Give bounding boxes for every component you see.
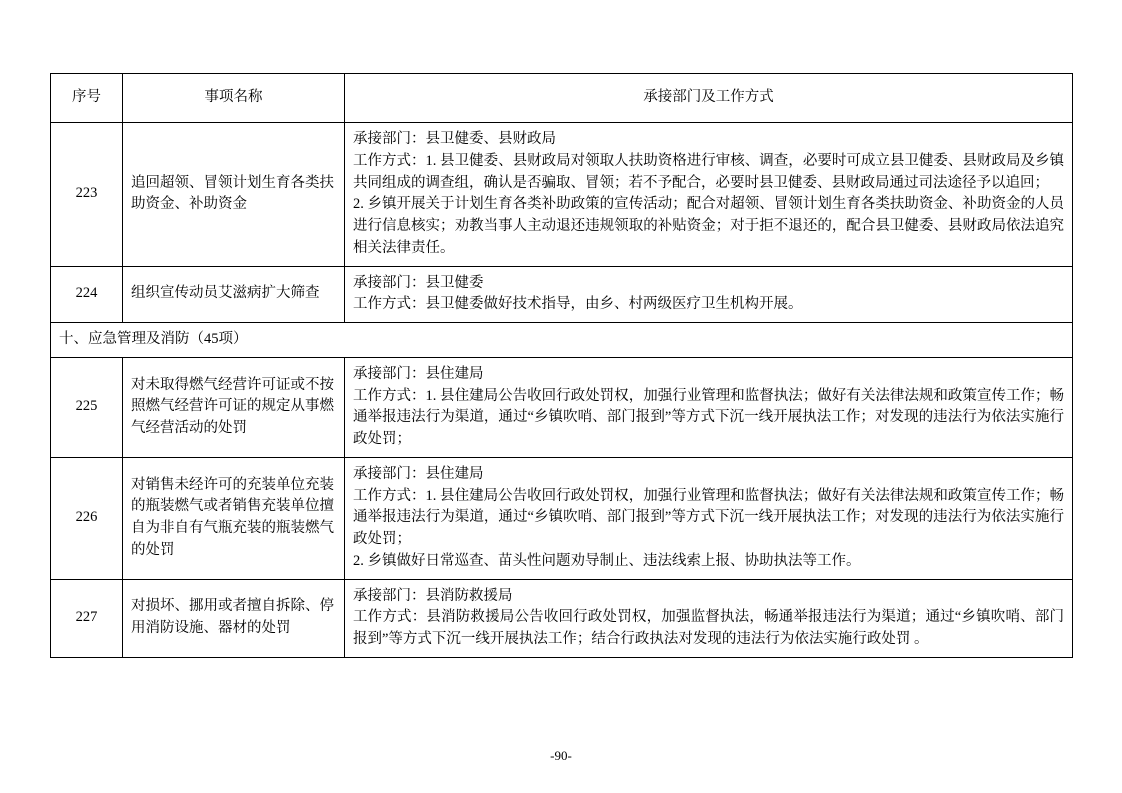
column-header-index: 序号 [51,74,123,123]
detail-line: 工作方式：1. 县卫健委、县财政局对领取人扶助资格进行审核、调查，必要时可成立县卫健委、县财政局及乡镇共同组成的调查组，确认是否骗取、冒领；若不予配合，必要时县卫健委、县财政局通过司法途径予以追回； [353,152,1064,191]
row-department-detail [345,579,1073,657]
detail-line: 承接部门：县住建局 [353,465,484,482]
row-index: 225 [51,357,123,457]
column-header-item-name: 事项名称 [123,74,345,123]
row-department-detail [345,357,1073,457]
detail-line: 2. 乡镇做好日常巡查、苗头性问题劝导制止、违法线索上报、协助执法等工作。 [353,552,861,569]
column-header-department: 承接部门及工作方式 [345,74,1073,123]
table-body [51,123,1073,658]
table-row [51,357,1073,457]
table-row [51,123,1073,267]
detail-line: 工作方式：县消防救援局公告收回行政处罚权，加强监督执法，畅通举报违法行为渠道；通过“乡镇吹哨、部门报到”等方式下沉一线开展执法工作；结合行政执法对发现的违法行为依法实施行政处罚 。 [353,609,1064,647]
table-row [51,579,1073,657]
row-item-name: 追回超领、冒领计划生育各类扶助资金、补助资金 [123,123,345,267]
row-department-detail [345,457,1073,579]
detail-line: 2. 乡镇开展关于计划生育各类补助政策的宣传活动；配合对超领、冒领计划生育各类扶助资金、补助资金的人员进行信息核实；劝教当事人主动退还违规领取的补贴资金；对于拒不退还的，配合县卫健委、县财政局依法追究相关法律责任。 [353,196,1064,256]
detail-line: 承接部门：县住建局 [353,365,484,382]
table-row [51,457,1073,579]
detail-line: 承接部门：县卫健委 [353,274,484,291]
table-section-row [51,323,1073,358]
row-index: 223 [51,123,123,267]
detail-line: 承接部门：县卫健委、县财政局 [353,131,556,147]
section-title: 十、应急管理及消防（45项） [51,323,1073,358]
page-number: -90- [550,748,572,763]
table-row [51,266,1073,323]
detail-line: 工作方式：1. 县住建局公告收回行政处罚权，加强行业管理和监督执法；做好有关法律法规和政策宣传工作；畅通举报违法行为渠道，通过“乡镇吹哨、部门报到”等方式下沉一线开展执法工作；对发现的违法行为依法实施行政处罚； [353,487,1064,547]
table-header-row [51,74,1073,123]
row-item-name: 对销售未经许可的充装单位充装的瓶装燃气或者销售充装单位擅自为非自有气瓶充装的瓶装燃气的处罚 [123,457,345,579]
row-index: 227 [51,579,123,657]
row-index: 226 [51,457,123,579]
detail-line: 承接部门：县消防救援局 [353,587,513,604]
row-department-detail [345,266,1073,323]
table-header [51,74,1073,123]
responsibility-table [50,73,1073,658]
row-department-detail [345,123,1073,267]
row-item-name: 组织宣传动员艾滋病扩大筛查 [123,266,345,323]
detail-line: 工作方式：县卫健委做好技术指导，由乡、村两级医疗卫生机构开展。 [353,296,803,313]
row-item-name: 对损坏、挪用或者擅自拆除、停用消防设施、器材的处罚 [123,579,345,657]
detail-line: 工作方式：1. 县住建局公告收回行政处罚权，加强行业管理和监督执法；做好有关法律法规和政策宣传工作；畅通举报违法行为渠道，通过“乡镇吹哨、部门报到”等方式下沉一线开展执法工作；对发现的违法行为依法实施行政处罚； [353,387,1064,447]
row-item-name: 对未取得燃气经营许可证或不按照燃气经营许可证的规定从事燃气经营活动的处罚 [123,357,345,457]
row-index: 224 [51,266,123,323]
